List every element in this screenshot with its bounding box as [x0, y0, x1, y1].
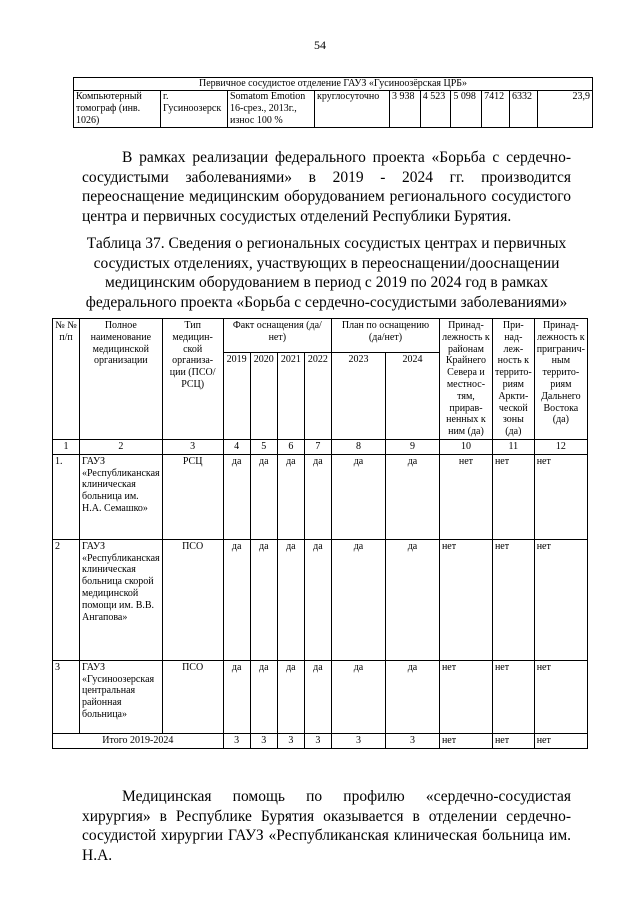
table-cell: 7412 — [482, 91, 510, 128]
total-value: 3 — [277, 733, 304, 748]
row-border: нет — [534, 660, 587, 733]
row-value: да — [223, 660, 250, 733]
row-value: да — [223, 454, 250, 539]
header-plan: План по оснащению (да/нет) — [331, 319, 439, 353]
col-number: 5 — [250, 439, 277, 454]
row-num: 1. — [53, 454, 80, 539]
row-value: да — [250, 454, 277, 539]
header-fact: Факт оснащения (да/нет) — [223, 319, 331, 353]
table-cell: Компьютерный томограф (инв. 1026) — [74, 91, 161, 128]
row-value: да — [304, 539, 331, 660]
total-row — [53, 733, 588, 748]
row-num: 2 — [53, 539, 80, 660]
total-value: 3 — [385, 733, 439, 748]
row-value: да — [385, 454, 439, 539]
header-year: 2019 — [223, 352, 250, 439]
equipment-table — [73, 77, 593, 128]
paragraph: В рамках реализации федерального проекта «Борьба с сердечно-сосудистыми заболеваниями» в 2019 - 2024 гг. производится переоснащение медицинским оборудованием регионального сосудистого центра и первичных сосудистых отделений Республики Бурятия. — [82, 149, 571, 225]
table-caption: Таблица 37. Сведения о региональных сосудистых центрах и первичных сосудистых отделениях, участвующих в переоснащении/дооснащении медицинским оборудованием в период с 2019 по 2024 год в рамках федерального проекта «Борьба с сердечно-сосудистыми заболеваниями» — [85, 235, 568, 311]
total-border: нет — [534, 733, 587, 748]
row-north: нет — [439, 454, 492, 539]
paragraph: Медицинская помощь по профилю «сердечно-сосудистая хирургия» в Республике Бурятия оказывается в отделении сердечно-сосудистой хирургии ГАУЗ «Республиканская клиническая больница им. Н.А. — [82, 788, 571, 864]
header-year: 2022 — [304, 352, 331, 439]
header-year: 2023 — [331, 352, 385, 439]
table-cell: 5 098 — [451, 91, 482, 128]
row-name: ГАУЗ «Республиканская клиническая больница скорой медицинской помощи им. В.В. Ангапова» — [80, 539, 163, 660]
header-year: 2024 — [385, 352, 439, 439]
table-cell: 3 938 — [390, 91, 421, 128]
header-num: № № п/п — [53, 319, 80, 440]
row-value: да — [304, 454, 331, 539]
row-arctic: нет — [492, 660, 534, 733]
header-north: Принад-лежность к районам Крайнего Севера и местнос-тям, прирав-ненных к ним (да) — [439, 319, 492, 440]
row-north: нет — [439, 539, 492, 660]
row-north: нет — [439, 660, 492, 733]
col-number: 10 — [439, 439, 492, 454]
col-number: 4 — [223, 439, 250, 454]
table-cell: 4 523 — [420, 91, 451, 128]
table-cell: круглосуточно — [315, 91, 390, 128]
col-number: 1 — [53, 439, 80, 454]
vascular-centers-table — [52, 318, 588, 749]
total-north: нет — [439, 733, 492, 748]
header-arctic: При-над-леж-ность к террито-риям Аркти-ческой зоны (да) — [492, 319, 534, 440]
total-value: 3 — [250, 733, 277, 748]
row-value: да — [385, 660, 439, 733]
row-arctic: нет — [492, 539, 534, 660]
table-row — [53, 660, 588, 733]
table-row — [53, 539, 588, 660]
page-number: 54 — [314, 38, 326, 52]
row-value: да — [223, 539, 250, 660]
row-value: да — [250, 660, 277, 733]
column-numbers-row — [53, 439, 588, 454]
table-cell: Somatom Emotion 16-срез., 2013г., износ 100 % — [228, 91, 315, 128]
row-name: ГАУЗ «Республиканская клиническая больница им. Н.А. Семашко» — [80, 454, 163, 539]
col-number: 9 — [385, 439, 439, 454]
total-arctic: нет — [492, 733, 534, 748]
table-row — [74, 91, 593, 128]
col-number: 7 — [304, 439, 331, 454]
row-value: да — [385, 539, 439, 660]
row-num: 3 — [53, 660, 80, 733]
row-value: да — [277, 660, 304, 733]
table-cell: 23,9 — [538, 91, 593, 128]
col-number: 6 — [277, 439, 304, 454]
row-border: нет — [534, 454, 587, 539]
row-value: да — [304, 660, 331, 733]
header-type: Тип медицин-ской организа-ции (ПСО/ РСЦ) — [162, 319, 223, 440]
col-number: 3 — [162, 439, 223, 454]
col-number: 12 — [534, 439, 587, 454]
row-arctic: нет — [492, 454, 534, 539]
table-cell: 6332 — [510, 91, 538, 128]
total-value: 3 — [304, 733, 331, 748]
total-value: 3 — [223, 733, 250, 748]
header-year: 2020 — [250, 352, 277, 439]
table-cell: г. Гусиноозерск — [161, 91, 228, 128]
equipment-table-header: Первичное сосудистое отделение ГАУЗ «Гусиноозёрская ЦРБ» — [74, 78, 593, 91]
row-value: да — [277, 454, 304, 539]
row-value: да — [250, 539, 277, 660]
row-name: ГАУЗ «Гусиноозерская центральная районная больница» — [80, 660, 163, 733]
row-value: да — [277, 539, 304, 660]
header-name: Полное наименование медицинской организации — [80, 319, 163, 440]
col-number: 8 — [331, 439, 385, 454]
header-year: 2021 — [277, 352, 304, 439]
row-value: да — [331, 660, 385, 733]
row-type: ПСО — [162, 539, 223, 660]
row-type: РСЦ — [162, 454, 223, 539]
col-number: 11 — [492, 439, 534, 454]
row-value: да — [331, 539, 385, 660]
row-value: да — [331, 454, 385, 539]
row-type: ПСО — [162, 660, 223, 733]
header-border: Принад-лежность к пригранич-ным террито-риям Дальнего Востока (да) — [534, 319, 587, 440]
total-value: 3 — [331, 733, 385, 748]
table-row — [53, 454, 588, 539]
col-number: 2 — [80, 439, 163, 454]
row-border: нет — [534, 539, 587, 660]
total-label: Итого 2019-2024 — [53, 733, 224, 748]
